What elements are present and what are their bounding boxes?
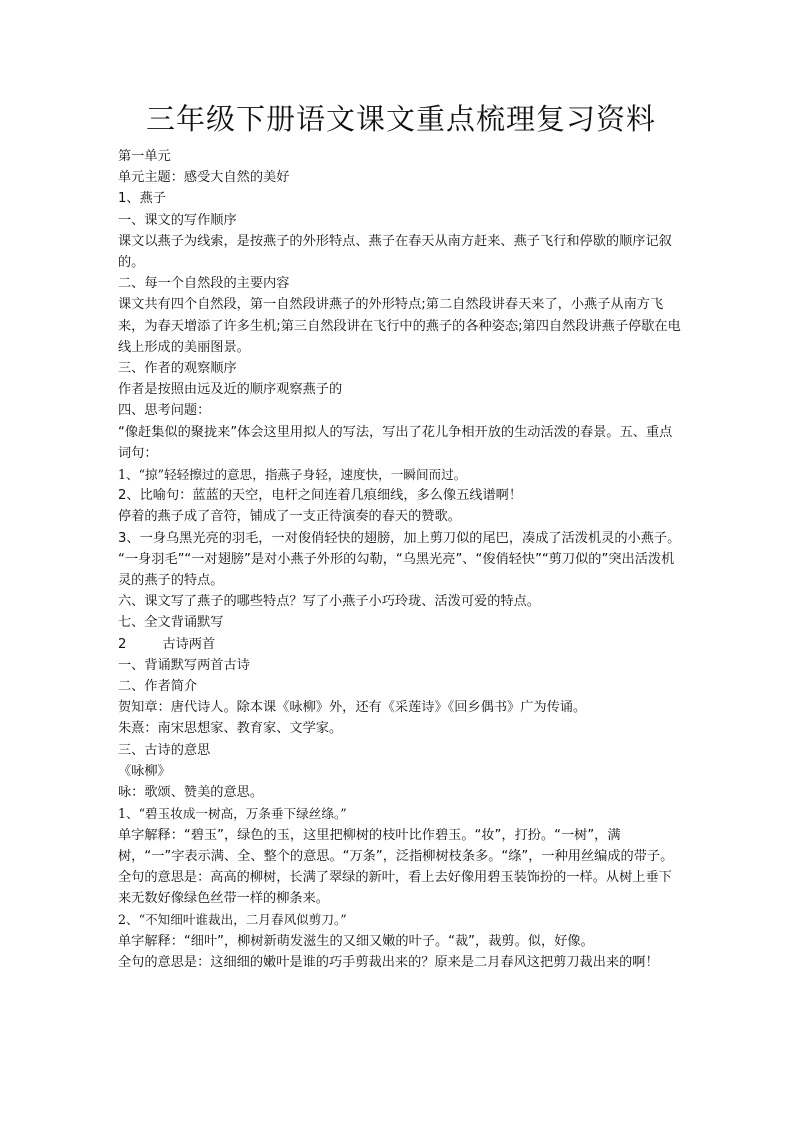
text-line [118, 634, 684, 655]
text-line: 一、背诵默写两首古诗 [118, 657, 250, 673]
text-line: 贺知章：唐代诗人。除本课《咏柳》外，还有《采莲诗》《回乡偶书》广为传诵。 [118, 700, 587, 716]
text-line: 六、课文写了燕子的哪些特点？写了小燕子小巧玲珑、活泼可爱的特点。 [118, 594, 540, 610]
text-line: 课文共有四个自然段，第一自然段讲燕子的外形特点;第二自然段讲春天来了，小燕子从南方飞来，为春天增添了许多生机;第三自然段讲在飞行中的燕子的各种姿态;第四自然段讲燕子停歇在电线上形成的美丽图景。 [118, 297, 681, 355]
text-line: 《咏柳》 [118, 763, 171, 779]
text-line: 单字解释：“碧玉”，绿色的玉，这里把柳树的枝叶比作碧玉。“妆”，打扮。“一树”，满树，“一”字表示满、全、整个的意思。“万条”，泛指柳树枝条多。“绦”，一种用丝编成的带子。 [118, 827, 674, 864]
document-title: 三年级下册语文课文重点梳理复习资料 [145, 102, 656, 136]
text-line: 停着的燕子成了音符，铺成了一支正待演奏的春天的赞歌。 [118, 509, 461, 525]
text-line: 三、古诗的意思 [118, 742, 211, 758]
lesson-number: 2 [118, 636, 127, 652]
text-line: 1、“掠”轻轻擦过的意思，指燕子身轻，速度快，一瞬间而过。 [118, 467, 467, 483]
text-line: 1、燕子 [118, 191, 166, 207]
text-line: 第一单元 [118, 149, 171, 164]
text-line: 单元主题：感受大自然的美好 [118, 170, 290, 186]
text-line: 全句的意思是：这细细的嫩叶是谁的巧手剪裁出来的？原来是二月春风这把剪刀裁出来的啊！ [118, 954, 659, 970]
text-line: 二、作者简介 [118, 679, 198, 695]
text-line: 二、每一个自然段的主要内容 [118, 276, 290, 292]
text-line: 单字解释：“细叶”，柳树新萌发滋生的又细又嫩的叶子。“裁”，裁剪。似，好像。 [118, 933, 594, 949]
text-line: 2、比喻句：蓝蓝的天空，电杆之间连着几痕细线，多么像五线谱啊！ [118, 488, 523, 504]
text-line: 朱熹：南宋思想家、教育家、文学家。 [118, 721, 343, 737]
text-line: 一、课文的写作顺序 [118, 212, 237, 228]
text-line: 咏：歌颂、赞美的意思。 [118, 785, 264, 801]
text-line: 2、“不知细叶谁裁出，二月春风似剪刀。” [118, 912, 347, 928]
text-line: 四、思考问题： [118, 403, 211, 419]
lesson-title: 古诗两首 [162, 636, 216, 652]
text-line: 全句的意思是：高高的柳树，长满了翠绿的新叶，看上去好像用碧玉装饰扮的一样。从树上垂下来无数好像绿色丝带一样的柳条来。 [118, 869, 672, 907]
text-line: 课文以燕子为线索，是按燕子的外形特点、燕子在春天从南方赶来、燕子飞行和停歇的顺序记叙的。 [118, 233, 672, 271]
document-body [118, 146, 684, 973]
text-line: “像赶集似的聚拢来”体会这里用拟人的写法，写出了花儿争相开放的生动活泼的春景。五、重点词句： [118, 424, 673, 461]
text-line: 七、全文背诵默写 [118, 615, 224, 631]
text-line: 作者是按照由远及近的顺序观察燕子的 [118, 382, 343, 398]
text-line: 3、一身乌黑光亮的羽毛，一对俊俏轻快的翅膀，加上剪刀似的尾巴，凑成了活泼机灵的小燕子。 [118, 530, 681, 546]
text-line: 1、“碧玉妆成一树高，万条垂下绿丝绦。” [118, 806, 347, 822]
text-line: 三、作者的观察顺序 [118, 361, 237, 377]
text-line: “一身羽毛”“一对翅膀”是对小燕子外形的勾勒，“乌黑光亮”、“俊俏轻快”“剪刀似的”突出活泼机灵的燕子的特点。 [118, 551, 675, 589]
